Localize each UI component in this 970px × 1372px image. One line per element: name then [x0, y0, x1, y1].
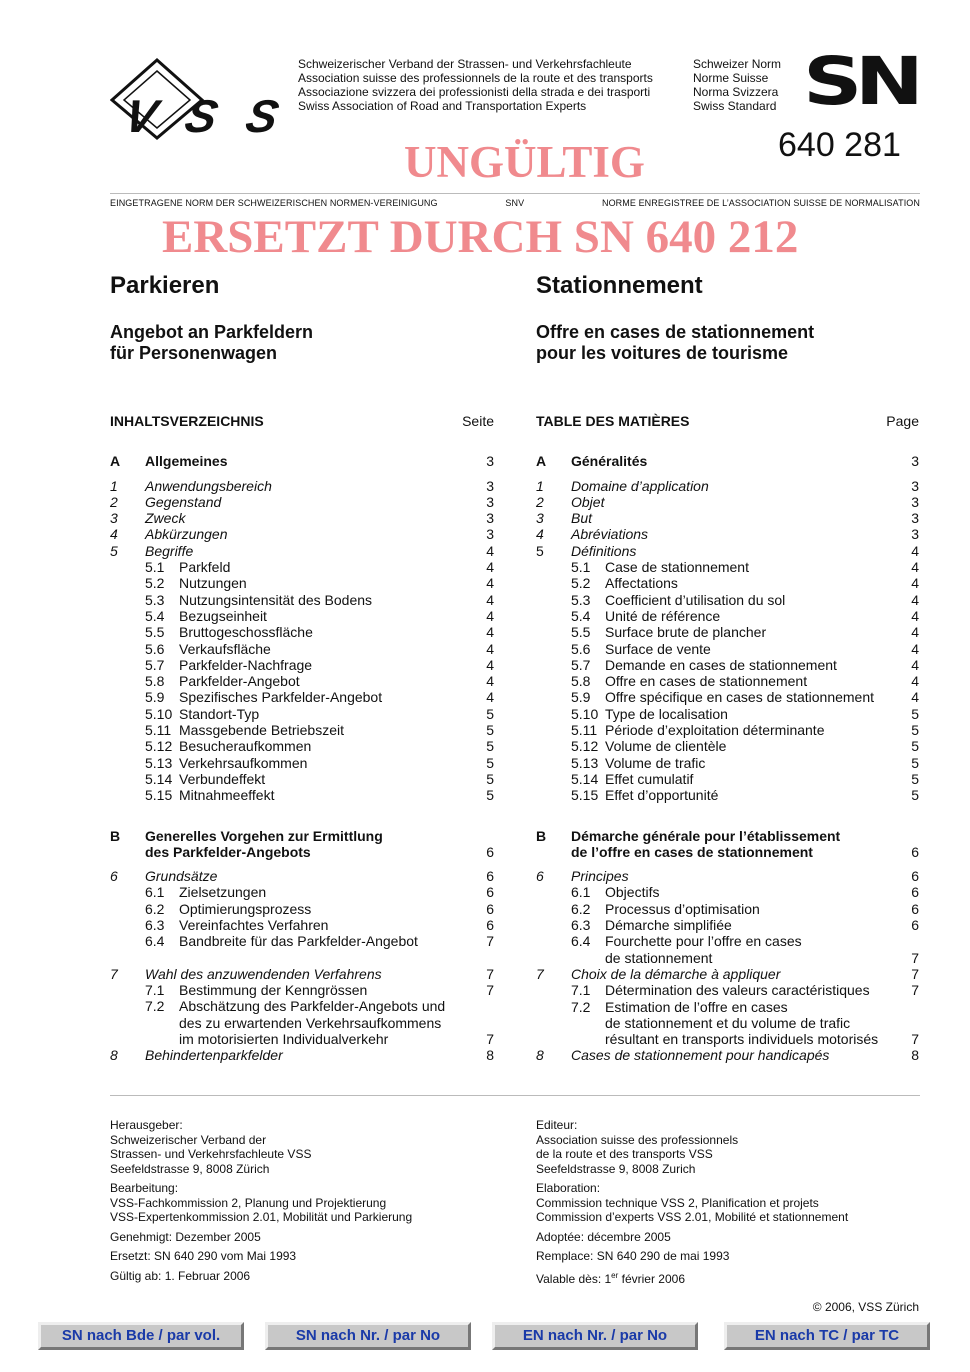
publisher-label: Editeur:	[536, 1118, 578, 1132]
toc-de	[110, 413, 494, 1063]
register-abbr: SNV	[505, 198, 525, 208]
vss-logo	[110, 58, 292, 140]
publisher-label: Herausgeber:	[110, 1118, 183, 1132]
subtitle-de	[110, 322, 313, 364]
toc-section-b[interactable]: B Generelles Vorgehen zur Ermittlung	[110, 827, 383, 844]
toc-item[interactable]: 5.7 Demande en cases de stationnement 4	[571, 656, 919, 673]
invalid-stamp: UNGÜLTIG	[404, 137, 645, 187]
title-fr: Stationnement	[536, 272, 703, 299]
toc-fr-a1	[536, 478, 919, 559]
editing-line: Commission technique VSS 2, Planification et projets	[536, 1195, 819, 1210]
toc-item[interactable]: 5.11 Massgebende Betriebszeit 5	[145, 722, 494, 739]
toc-item[interactable]: 6 Principes 6	[536, 868, 919, 885]
toc-item[interactable]: 6.2 Processus d’optimisation 6	[571, 900, 919, 917]
approved-date: Genehmigt: Dezember 2005	[110, 1229, 261, 1244]
publisher-line: Association suisse des professionnels	[536, 1132, 739, 1147]
toc-section-a[interactable]: A Généralités 3	[536, 453, 919, 470]
toc-item[interactable]: 4 Abréviations 3	[536, 526, 919, 543]
toc-item[interactable]: 5.3 Coefficient d’utilisation du sol 4	[571, 591, 919, 608]
toc-item[interactable]: 7.2 Abschätzung des Parkfelder-Angebots und	[145, 998, 446, 1015]
toc-item[interactable]: 1 Anwendungsbereich 3	[110, 477, 494, 494]
subtitle-de-line1: Angebot an Parkfeldern	[110, 322, 314, 342]
publisher-address: Seefeldstrasse 9, 8008 Zurich	[536, 1161, 696, 1176]
nav-sn-by-number-button[interactable]: SN nach Nr. / par No	[265, 1322, 471, 1350]
replaces-info: Remplace: SN 640 290 de mai 1993	[536, 1249, 730, 1263]
toc-item[interactable]: 6 Grundsätze 6	[110, 868, 494, 885]
toc-item[interactable]: 5.13 Volume de trafic 5	[571, 754, 919, 771]
toc-item[interactable]: de stationnement et du volume de trafic	[605, 1014, 851, 1031]
toc-item[interactable]: 6.1 Objectifs 6	[571, 884, 919, 901]
norm-fr: Norme Suisse	[693, 71, 769, 85]
toc-item[interactable]: 7.2 Estimation de l’offre en cases	[571, 998, 788, 1015]
publication-info-fr	[536, 1118, 920, 1291]
toc-item[interactable]: 5.10 Type de localisation 5	[571, 705, 919, 722]
toc-item[interactable]: 5.9 Offre spécifique en cases de stationnement 4	[571, 689, 919, 706]
title-de: Parkieren	[110, 272, 220, 299]
org-name-en: Swiss Association of Road and Transportation Experts	[298, 99, 587, 113]
publisher-address: Seefeldstrasse 9, 8008 Zürich	[110, 1161, 270, 1176]
toc-item[interactable]: 5.13 Verkehrsaufkommen 5	[145, 754, 494, 771]
toc-fr-s6	[536, 884, 919, 933]
toc-item[interactable]: 6.3 Démarche simplifiée 6	[571, 917, 919, 934]
editing-label: Bearbeitung:	[110, 1181, 179, 1195]
valid-from: Valable dès: 1er février 2006	[536, 1270, 685, 1286]
toc-item[interactable]: 2 Objet 3	[536, 493, 919, 510]
toc-item[interactable]: 6.4 Fourchette pour l’offre en cases	[571, 933, 802, 950]
toc-fr-a2	[536, 559, 919, 803]
org-name-de: Schweizerischer Verband der Strassen- und Verkehrsfachleute	[298, 57, 632, 71]
toc-item[interactable]: résultant en transports individuels motorisés 7	[605, 1031, 919, 1048]
toc-page-label: Page	[886, 413, 919, 429]
toc-item[interactable]: 7 Wahl des anzuwendenden Verfahrens 7	[110, 965, 494, 982]
org-name-fr: Association suisse des professionnels de la route et des transports	[298, 71, 653, 85]
toc-item[interactable]: 5.14 Verbundeffekt 5	[145, 770, 494, 787]
valid-from: Gültig ab: 1. Februar 2006	[110, 1268, 251, 1283]
toc-heading-text: INHALTSVERZEICHNIS	[110, 413, 264, 429]
toc-section-b[interactable]: B Démarche générale pour l’établissement	[536, 827, 841, 844]
subtitle-fr-line1: Offre en cases de stationnement	[536, 322, 815, 342]
toc-item[interactable]: 5.15 Mitnahmeeffekt 5	[145, 787, 494, 804]
editing-label: Elaboration:	[536, 1181, 601, 1195]
toc-item[interactable]: 5 Définitions 4	[536, 542, 919, 559]
toc-item[interactable]: 5.10 Standort-Typ 5	[145, 705, 494, 722]
toc-item[interactable]: 3 But 3	[536, 510, 919, 527]
toc-section-b-line2[interactable]: de l’offre en cases de stationnement 6	[571, 843, 919, 860]
nav-en-by-tc-button[interactable]: EN nach TC / par TC	[724, 1322, 930, 1350]
toc-item[interactable]: 6.2 Optimierungsprozess 6	[145, 900, 494, 917]
norm-type	[693, 57, 781, 113]
toc-item[interactable]: 5.6 Surface de vente 4	[571, 640, 919, 657]
toc-item[interactable]: 5.8 Offre en cases de stationnement 4	[571, 673, 919, 690]
toc-item[interactable]: 5.8 Parkfelder-Angebot 4	[145, 673, 494, 690]
toc-item[interactable]: 5.5 Surface brute de plancher 4	[571, 624, 919, 641]
toc-item[interactable]: 4 Abkürzungen 3	[110, 526, 494, 543]
toc-heading-text: TABLE DES MATIÈRES	[536, 413, 690, 429]
publication-info-de	[110, 1118, 520, 1288]
nav-en-by-number-button[interactable]: EN nach Nr. / par No	[492, 1322, 698, 1350]
organisation-names	[298, 57, 653, 113]
toc-item[interactable]: de stationnement 7	[605, 949, 919, 966]
toc-item[interactable]: im motorisierten Individualverkehr 7	[179, 1030, 494, 1047]
toc-item[interactable]: 5 Begriffe 4	[110, 542, 494, 559]
replaced-stamp: ERSETZT DURCH SN 640 212	[162, 211, 799, 263]
toc-item[interactable]: des zu erwartenden Verkehrsaufkommens	[179, 1014, 442, 1031]
toc-item[interactable]: 5.1 Parkfeld 4	[145, 559, 494, 576]
toc-item[interactable]: 5.4 Unité de référence 4	[571, 607, 919, 624]
toc-item[interactable]: 5.4 Bezugseinheit 4	[145, 607, 494, 624]
sn-number: 640 281	[778, 126, 901, 164]
register-de: EINGETRAGENE NORM DER SCHWEIZERISCHEN NORMEN-VEREINIGUNG	[110, 198, 438, 208]
norm-en: Swiss Standard	[693, 99, 777, 113]
approved-date: Adoptée: décembre 2005	[536, 1229, 671, 1244]
toc-item[interactable]: 6.3 Vereinfachtes Verfahren 6	[145, 917, 494, 934]
toc-de-a2	[110, 559, 494, 803]
toc-item[interactable]: 3 Zweck 3	[110, 510, 494, 527]
toc-item[interactable]: 7 Choix de la démarche à appliquer 7	[536, 965, 919, 982]
toc-fr	[536, 413, 919, 1064]
toc-item[interactable]: 5.6 Verkaufsfläche 4	[145, 640, 494, 657]
norm-de: Schweizer Norm	[693, 57, 782, 71]
nav-sn-by-volume-button[interactable]: SN nach Bde / par vol.	[38, 1322, 244, 1350]
toc-item[interactable]: 5.2 Affectations 4	[571, 575, 919, 592]
register-line	[110, 198, 920, 208]
footer-rule	[110, 1095, 920, 1096]
org-name-it: Associazione svizzera dei professionisti della strada e dei trasporti	[298, 85, 651, 99]
editing-line: VSS-Expertenkommission 2.01, Mobilität und Parkierung	[110, 1210, 413, 1224]
toc-de-a1	[110, 478, 494, 559]
publisher-line: Strassen- und Verkehrsfachleute VSS	[110, 1147, 312, 1161]
publisher-line: Schweizerischer Verband der	[110, 1132, 267, 1147]
toc-section-a[interactable]: A Allgemeines 3	[110, 453, 494, 470]
copyright: © 2006, VSS Zürich	[812, 1300, 919, 1314]
toc-de-s6	[110, 884, 494, 949]
toc-item[interactable]: 7.1 Détermination des valeurs caractéristiques 7	[571, 982, 919, 999]
norm-it: Norma Svizzera	[693, 85, 779, 99]
toc-item[interactable]: 5.12 Volume de clientèle 5	[571, 738, 919, 755]
toc-item[interactable]: 8 Cases de stationnement pour handicapés 8	[536, 1047, 919, 1064]
toc-item[interactable]: 5.5 Bruttogeschossfläche 4	[145, 624, 494, 641]
toc-item[interactable]: 2 Gegenstand 3	[110, 493, 494, 510]
toc-item[interactable]: 6.4 Bandbreite für das Parkfelder-Angebot 7	[145, 933, 494, 950]
toc-section-b-line2[interactable]: des Parkfelder-Angebots 6	[145, 843, 494, 860]
toc-page-label: Seite	[462, 413, 494, 429]
toc-item[interactable]: 5.14 Effet cumulatif 5	[571, 770, 919, 787]
replaces-info: Ersetzt: SN 640 290 vom Mai 1993	[110, 1249, 297, 1263]
toc-item[interactable]: 5.1 Case de stationnement 4	[571, 559, 919, 576]
toc-item[interactable]: 5.15 Effet d’opportunité 5	[571, 787, 919, 804]
publisher-line: de la route et des transports VSS	[536, 1147, 713, 1161]
toc-item[interactable]: 1 Domaine d’application 3	[536, 477, 919, 494]
svg-text:VSS: VSS	[120, 90, 282, 140]
toc-heading	[110, 413, 494, 429]
toc-item[interactable]: 5.9 Spezifisches Parkfelder-Angebot 4	[145, 689, 494, 706]
subtitle-fr	[536, 322, 814, 364]
editing-line: VSS-Fachkommission 2, Planung und Projektierung	[110, 1195, 387, 1210]
subtitle-de-line2: für Personenwagen	[110, 343, 278, 363]
toc-item[interactable]: 5.11 Période d’exploitation déterminante 5	[571, 722, 919, 739]
toc-item[interactable]: 8 Behindertenparkfelder 8	[110, 1047, 494, 1064]
toc-item[interactable]: 7.1 Bestimmung der Kenngrössen 7	[145, 981, 494, 998]
register-fr: NORME ENREGISTREE DE L’ASSOCIATION SUISSE DE NORMALISATION	[601, 198, 920, 208]
toc-item[interactable]: 5.7 Parkfelder-Nachfrage 4	[145, 656, 494, 673]
toc-item[interactable]: 5.12 Besucheraufkommen 5	[145, 738, 494, 755]
toc-item[interactable]: 6.1 Zielsetzungen 6	[145, 884, 494, 901]
toc-item[interactable]: 5.3 Nutzungsintensität des Bodens 4	[145, 591, 494, 608]
toc-item[interactable]: 5.2 Nutzungen 4	[145, 575, 494, 592]
subtitle-fr-line2: pour les voitures de tourisme	[536, 343, 789, 363]
toc-heading	[536, 413, 919, 429]
header-rule	[110, 193, 920, 194]
editing-line: Commission d’experts VSS 2.01, Mobilité et stationnement	[536, 1210, 849, 1224]
sn-logo: SN	[803, 43, 917, 120]
